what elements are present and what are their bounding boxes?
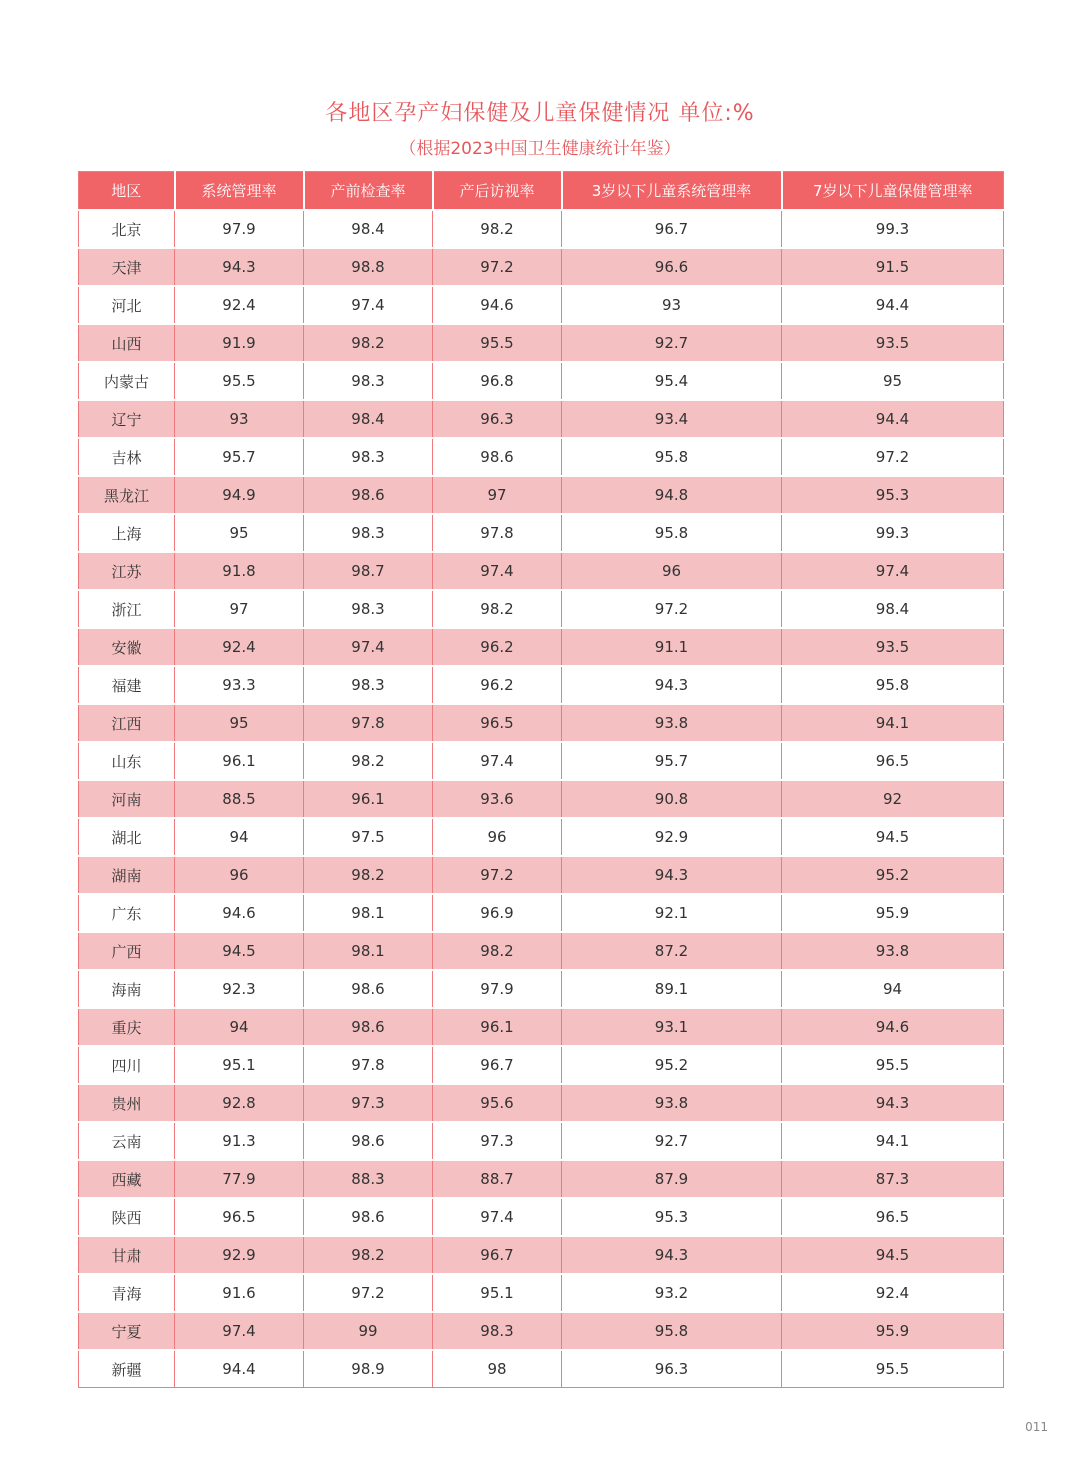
column-header-postnatal-visit-rate: 产后访视率 xyxy=(433,172,562,211)
value-cell: 97 xyxy=(433,476,562,514)
value-cell: 97.8 xyxy=(304,704,433,742)
value-cell: 87.3 xyxy=(782,1160,1004,1198)
value-cell: 96.9 xyxy=(433,894,562,932)
value-cell: 98.4 xyxy=(782,590,1004,628)
value-cell: 97 xyxy=(175,590,304,628)
region-cell: 内蒙古 xyxy=(79,362,175,400)
value-cell: 91.8 xyxy=(175,552,304,590)
value-cell: 98.3 xyxy=(433,1312,562,1350)
value-cell: 95.2 xyxy=(562,1046,782,1084)
table-row xyxy=(79,932,1004,970)
value-cell: 89.1 xyxy=(562,970,782,1008)
value-cell: 95.5 xyxy=(175,362,304,400)
value-cell: 96.3 xyxy=(433,400,562,438)
value-cell: 96 xyxy=(175,856,304,894)
region-cell: 湖南 xyxy=(79,856,175,894)
value-cell: 96.3 xyxy=(562,1350,782,1388)
value-cell: 94 xyxy=(782,970,1004,1008)
value-cell: 91.9 xyxy=(175,324,304,362)
table-row xyxy=(79,704,1004,742)
region-cell: 广西 xyxy=(79,932,175,970)
value-cell: 92.9 xyxy=(562,818,782,856)
data-table xyxy=(78,171,1004,1388)
region-cell: 北京 xyxy=(79,210,175,248)
value-cell: 96.5 xyxy=(782,742,1004,780)
value-cell: 98.8 xyxy=(304,248,433,286)
value-cell: 93.1 xyxy=(562,1008,782,1046)
value-cell: 98.7 xyxy=(304,552,433,590)
value-cell: 93.3 xyxy=(175,666,304,704)
page-subtitle: （根据2023中国卫生健康统计年鉴） xyxy=(399,139,681,159)
value-cell: 93.5 xyxy=(782,628,1004,666)
value-cell: 98.6 xyxy=(304,1122,433,1160)
region-cell: 浙江 xyxy=(79,590,175,628)
value-cell: 96.5 xyxy=(175,1198,304,1236)
value-cell: 97.2 xyxy=(433,248,562,286)
value-cell: 91.3 xyxy=(175,1122,304,1160)
region-cell: 福建 xyxy=(79,666,175,704)
column-header-under3-management-rate: 3岁以下儿童系统管理率 xyxy=(562,172,782,211)
region-cell: 江苏 xyxy=(79,552,175,590)
value-cell: 95.8 xyxy=(562,438,782,476)
value-cell: 94.5 xyxy=(782,818,1004,856)
region-cell: 海南 xyxy=(79,970,175,1008)
value-cell: 96.8 xyxy=(433,362,562,400)
table-row xyxy=(79,628,1004,666)
table-row xyxy=(79,818,1004,856)
value-cell: 96.1 xyxy=(304,780,433,818)
value-cell: 99.3 xyxy=(782,210,1004,248)
value-cell: 93 xyxy=(562,286,782,324)
value-cell: 94.6 xyxy=(782,1008,1004,1046)
value-cell: 93 xyxy=(175,400,304,438)
value-cell: 96 xyxy=(433,818,562,856)
value-cell: 97.4 xyxy=(782,552,1004,590)
table-row xyxy=(79,286,1004,324)
table-row xyxy=(79,970,1004,1008)
value-cell: 98.6 xyxy=(304,476,433,514)
value-cell: 94.5 xyxy=(782,1236,1004,1274)
value-cell: 94.6 xyxy=(433,286,562,324)
value-cell: 98.6 xyxy=(433,438,562,476)
table-row xyxy=(79,1084,1004,1122)
value-cell: 98.9 xyxy=(304,1350,433,1388)
value-cell: 96 xyxy=(562,552,782,590)
value-cell: 95.9 xyxy=(782,1312,1004,1350)
region-cell: 河南 xyxy=(79,780,175,818)
value-cell: 95.2 xyxy=(782,856,1004,894)
value-cell: 95.3 xyxy=(562,1198,782,1236)
value-cell: 98.6 xyxy=(304,970,433,1008)
page-number: 011 xyxy=(1025,1420,1048,1434)
value-cell: 95.3 xyxy=(782,476,1004,514)
value-cell: 96.7 xyxy=(433,1046,562,1084)
value-cell: 97.4 xyxy=(433,1198,562,1236)
value-cell: 91.1 xyxy=(562,628,782,666)
value-cell: 96.1 xyxy=(175,742,304,780)
value-cell: 92.9 xyxy=(175,1236,304,1274)
value-cell: 95 xyxy=(782,362,1004,400)
region-cell: 辽宁 xyxy=(79,400,175,438)
value-cell: 94.3 xyxy=(562,1236,782,1274)
value-cell: 98.6 xyxy=(304,1008,433,1046)
value-cell: 98.4 xyxy=(304,400,433,438)
value-cell: 94.3 xyxy=(782,1084,1004,1122)
value-cell: 93.8 xyxy=(782,932,1004,970)
value-cell: 95 xyxy=(175,704,304,742)
value-cell: 98.3 xyxy=(304,362,433,400)
value-cell: 95.5 xyxy=(782,1350,1004,1388)
value-cell: 91.5 xyxy=(782,248,1004,286)
value-cell: 92.7 xyxy=(562,1122,782,1160)
value-cell: 97.4 xyxy=(433,552,562,590)
value-cell: 95.8 xyxy=(782,666,1004,704)
value-cell: 96.5 xyxy=(433,704,562,742)
table-row xyxy=(79,362,1004,400)
region-cell: 四川 xyxy=(79,1046,175,1084)
table-row xyxy=(79,894,1004,932)
value-cell: 94.3 xyxy=(175,248,304,286)
value-cell: 93.4 xyxy=(562,400,782,438)
value-cell: 88.3 xyxy=(304,1160,433,1198)
table-row xyxy=(79,1312,1004,1350)
value-cell: 99.3 xyxy=(782,514,1004,552)
region-cell: 贵州 xyxy=(79,1084,175,1122)
table-row xyxy=(79,1122,1004,1160)
value-cell: 98.4 xyxy=(304,210,433,248)
value-cell: 98.6 xyxy=(304,1198,433,1236)
value-cell: 92.3 xyxy=(175,970,304,1008)
value-cell: 98.2 xyxy=(304,1236,433,1274)
value-cell: 96.1 xyxy=(433,1008,562,1046)
region-cell: 宁夏 xyxy=(79,1312,175,1350)
table-row xyxy=(79,324,1004,362)
value-cell: 92.7 xyxy=(562,324,782,362)
table-row xyxy=(79,210,1004,248)
table-row xyxy=(79,590,1004,628)
table-row xyxy=(79,1160,1004,1198)
value-cell: 98.1 xyxy=(304,932,433,970)
value-cell: 97.9 xyxy=(175,210,304,248)
value-cell: 98.3 xyxy=(304,590,433,628)
value-cell: 94 xyxy=(175,1008,304,1046)
value-cell: 92.1 xyxy=(562,894,782,932)
table-row xyxy=(79,1236,1004,1274)
value-cell: 98.2 xyxy=(433,932,562,970)
table-row xyxy=(79,248,1004,286)
value-cell: 92.4 xyxy=(175,628,304,666)
value-cell: 95.6 xyxy=(433,1084,562,1122)
value-cell: 94.1 xyxy=(782,704,1004,742)
table-row xyxy=(79,514,1004,552)
region-cell: 新疆 xyxy=(79,1350,175,1388)
value-cell: 97.4 xyxy=(433,742,562,780)
value-cell: 94.5 xyxy=(175,932,304,970)
value-cell: 95 xyxy=(175,514,304,552)
value-cell: 94.1 xyxy=(782,1122,1004,1160)
table-row xyxy=(79,1274,1004,1312)
table-row xyxy=(79,856,1004,894)
value-cell: 94.4 xyxy=(782,286,1004,324)
column-header-under7-care-rate: 7岁以下儿童保健管理率 xyxy=(782,172,1004,211)
value-cell: 88.7 xyxy=(433,1160,562,1198)
region-cell: 广东 xyxy=(79,894,175,932)
table-body xyxy=(79,210,1004,1388)
value-cell: 87.9 xyxy=(562,1160,782,1198)
value-cell: 88.5 xyxy=(175,780,304,818)
region-cell: 甘肃 xyxy=(79,1236,175,1274)
column-header-prenatal-check-rate: 产前检查率 xyxy=(304,172,433,211)
value-cell: 87.2 xyxy=(562,932,782,970)
value-cell: 97.9 xyxy=(433,970,562,1008)
value-cell: 92 xyxy=(782,780,1004,818)
region-cell: 江西 xyxy=(79,704,175,742)
column-header-system-management-rate: 系统管理率 xyxy=(175,172,304,211)
value-cell: 93.8 xyxy=(562,1084,782,1122)
value-cell: 93.2 xyxy=(562,1274,782,1312)
table-row xyxy=(79,1198,1004,1236)
value-cell: 77.9 xyxy=(175,1160,304,1198)
value-cell: 94.8 xyxy=(562,476,782,514)
value-cell: 97.2 xyxy=(433,856,562,894)
region-cell: 安徽 xyxy=(79,628,175,666)
value-cell: 95.5 xyxy=(782,1046,1004,1084)
value-cell: 97.2 xyxy=(782,438,1004,476)
region-cell: 云南 xyxy=(79,1122,175,1160)
region-cell: 西藏 xyxy=(79,1160,175,1198)
value-cell: 98.2 xyxy=(433,210,562,248)
table-row xyxy=(79,476,1004,514)
table-row xyxy=(79,552,1004,590)
value-cell: 96.7 xyxy=(433,1236,562,1274)
column-header-region: 地区 xyxy=(79,172,175,211)
value-cell: 92.4 xyxy=(782,1274,1004,1312)
value-cell: 93.8 xyxy=(562,704,782,742)
region-cell: 山西 xyxy=(79,324,175,362)
value-cell: 94 xyxy=(175,818,304,856)
value-cell: 97.3 xyxy=(433,1122,562,1160)
value-cell: 98.2 xyxy=(304,324,433,362)
value-cell: 92.8 xyxy=(175,1084,304,1122)
region-cell: 山东 xyxy=(79,742,175,780)
value-cell: 98.2 xyxy=(433,590,562,628)
value-cell: 94.3 xyxy=(562,666,782,704)
value-cell: 95.8 xyxy=(562,514,782,552)
value-cell: 97.8 xyxy=(304,1046,433,1084)
value-cell: 98.1 xyxy=(304,894,433,932)
table-header-row xyxy=(79,172,1004,211)
value-cell: 99 xyxy=(304,1312,433,1350)
table-row xyxy=(79,400,1004,438)
region-cell: 黑龙江 xyxy=(79,476,175,514)
value-cell: 97.8 xyxy=(433,514,562,552)
region-cell: 青海 xyxy=(79,1274,175,1312)
value-cell: 98.3 xyxy=(304,666,433,704)
table-row xyxy=(79,666,1004,704)
value-cell: 98.2 xyxy=(304,742,433,780)
value-cell: 94.9 xyxy=(175,476,304,514)
value-cell: 91.6 xyxy=(175,1274,304,1312)
page-title: 各地区孕产妇保健及儿童保健情况 单位:% xyxy=(325,101,755,126)
value-cell: 96.7 xyxy=(562,210,782,248)
value-cell: 98.3 xyxy=(304,438,433,476)
value-cell: 97.2 xyxy=(304,1274,433,1312)
value-cell: 97.5 xyxy=(304,818,433,856)
region-cell: 湖北 xyxy=(79,818,175,856)
value-cell: 97.4 xyxy=(304,286,433,324)
region-cell: 重庆 xyxy=(79,1008,175,1046)
region-cell: 陕西 xyxy=(79,1198,175,1236)
value-cell: 95.7 xyxy=(175,438,304,476)
region-cell: 上海 xyxy=(79,514,175,552)
table-row xyxy=(79,1008,1004,1046)
value-cell: 97.3 xyxy=(304,1084,433,1122)
value-cell: 95.1 xyxy=(175,1046,304,1084)
value-cell: 97.2 xyxy=(562,590,782,628)
value-cell: 95.7 xyxy=(562,742,782,780)
value-cell: 93.6 xyxy=(433,780,562,818)
value-cell: 98.3 xyxy=(304,514,433,552)
value-cell: 94.6 xyxy=(175,894,304,932)
value-cell: 95.8 xyxy=(562,1312,782,1350)
value-cell: 98 xyxy=(433,1350,562,1388)
region-cell: 河北 xyxy=(79,286,175,324)
value-cell: 96.5 xyxy=(782,1198,1004,1236)
value-cell: 92.4 xyxy=(175,286,304,324)
table-row xyxy=(79,438,1004,476)
value-cell: 97.4 xyxy=(304,628,433,666)
value-cell: 90.8 xyxy=(562,780,782,818)
value-cell: 96.2 xyxy=(433,628,562,666)
table-row xyxy=(79,742,1004,780)
value-cell: 97.4 xyxy=(175,1312,304,1350)
value-cell: 96.2 xyxy=(433,666,562,704)
table-row xyxy=(79,1350,1004,1388)
value-cell: 94.3 xyxy=(562,856,782,894)
value-cell: 94.4 xyxy=(175,1350,304,1388)
value-cell: 94.4 xyxy=(782,400,1004,438)
value-cell: 95.5 xyxy=(433,324,562,362)
value-cell: 98.2 xyxy=(304,856,433,894)
region-cell: 天津 xyxy=(79,248,175,286)
value-cell: 93.5 xyxy=(782,324,1004,362)
value-cell: 95.9 xyxy=(782,894,1004,932)
region-cell: 吉林 xyxy=(79,438,175,476)
value-cell: 95.1 xyxy=(433,1274,562,1312)
table-row xyxy=(79,780,1004,818)
value-cell: 95.4 xyxy=(562,362,782,400)
value-cell: 96.6 xyxy=(562,248,782,286)
table-row xyxy=(79,1046,1004,1084)
